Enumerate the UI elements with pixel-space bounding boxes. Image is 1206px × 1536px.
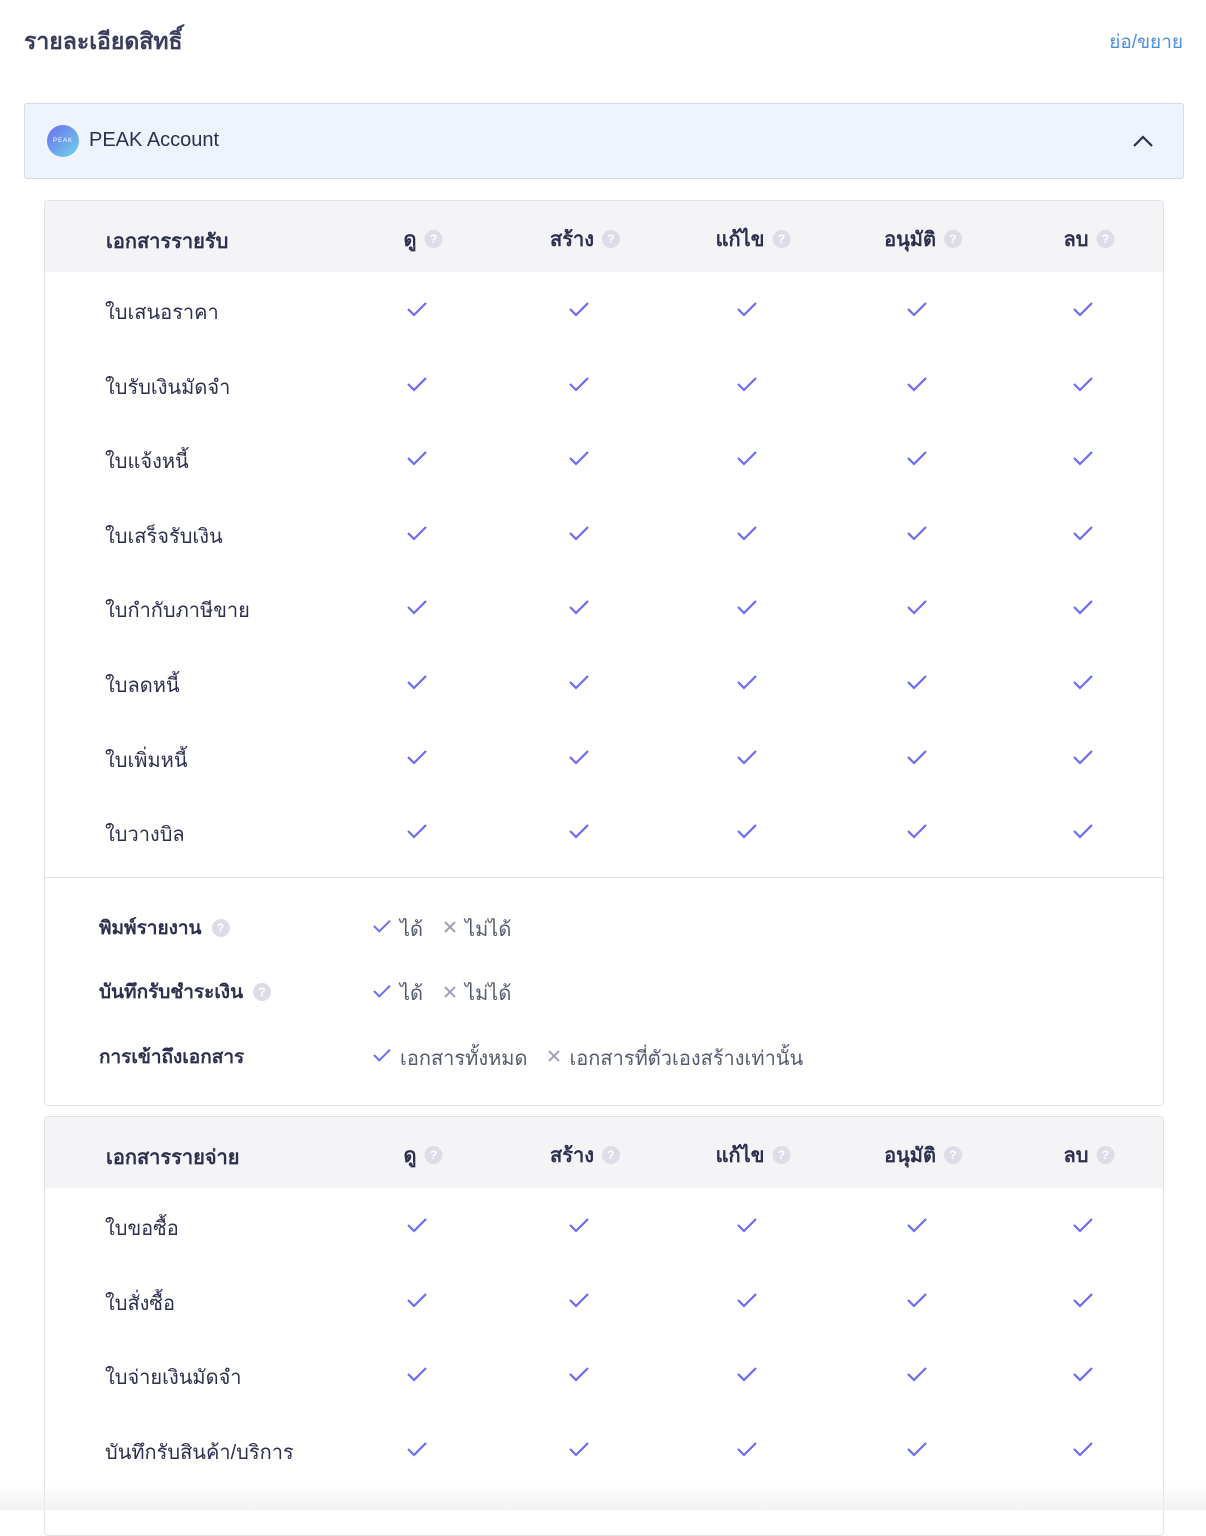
check-icon [736,598,758,616]
row-label: ใบจ่ายเงินมัดจำ [105,1367,242,1390]
expense-documents-card [44,1116,1164,1536]
row-label: บันทึกรับสินค้า/บริการ [105,1441,294,1464]
check-icon [568,1291,590,1309]
row-label: ใบสั่งซื้อ [105,1292,176,1315]
row-label: ใบกำกับภาษีขาย [105,600,250,623]
column-header-4 [1064,223,1115,255]
column-header-1 [550,223,620,255]
check-icon [1072,1291,1094,1309]
check-icon [406,1216,428,1234]
column-header-0 [404,223,443,255]
check-icon [372,1046,392,1069]
check-icon [406,300,428,318]
check-icon [406,598,428,616]
help-icon[interactable]: ? [602,230,620,248]
table-row [45,570,1163,645]
cross-icon [443,917,457,940]
choice-unselected[interactable] [443,913,511,945]
chevron-up-icon[interactable] [1131,130,1155,154]
check-icon [568,1216,590,1234]
check-icon [372,982,392,1005]
check-icon [906,748,928,766]
column-header-1 [550,1139,620,1171]
column-header-2 [716,1139,791,1171]
check-icon [736,1440,758,1458]
check-icon [736,449,758,467]
check-icon [1072,822,1094,840]
row-label: ใบเพิ่มหนี้ [105,749,188,772]
table-row [45,1412,1163,1487]
check-icon [568,598,590,616]
column-header-2 [716,223,791,255]
option-choices [372,977,511,1009]
help-icon[interactable]: ? [772,230,790,248]
option-label-text: บันทึกรับชำระเงิน [99,982,244,1004]
option-label [99,1042,244,1072]
choice-selected[interactable] [372,913,423,945]
table-row [45,645,1163,720]
choice-text: ไม่ได้ [465,983,512,1006]
row-label: ใบรับเงินมัดจำ [105,376,231,399]
column-header-0 [404,1139,443,1171]
column-header-4 [1064,1139,1115,1171]
help-icon[interactable]: ? [944,230,962,248]
choice-selected[interactable] [372,977,423,1009]
check-icon [568,1365,590,1383]
column-label: สร้าง [550,1145,594,1167]
check-icon [1072,1365,1094,1383]
check-icon [1072,1216,1094,1234]
page-title: รายละเอียดสิทธิ์ [24,28,183,54]
check-icon [406,1365,428,1383]
row-label: ใบเสร็จรับเงิน [105,525,223,548]
check-icon [906,673,928,691]
check-icon [736,300,758,318]
check-icon [568,524,590,542]
choice-text: เอกสารที่ตัวเองสร้างเท่านั้น [569,1047,804,1070]
table-row [45,347,1163,422]
income-documents-card [44,200,1164,1106]
check-icon [1072,598,1094,616]
check-icon [568,1440,590,1458]
check-icon [736,1216,758,1234]
check-icon [568,748,590,766]
help-icon[interactable]: ? [425,1146,443,1164]
collapse-expand-link[interactable]: ย่อ/ขยาย [1109,32,1183,53]
check-icon [906,375,928,393]
table-header [45,1117,1163,1188]
option-choices [372,1042,803,1074]
bottom-fade [0,1484,1206,1510]
help-icon[interactable]: ? [944,1146,962,1164]
option-label-text: พิมพ์รายงาน [99,917,202,939]
choice-text: ไม่ได้ [465,918,512,941]
help-icon[interactable]: ? [425,230,443,248]
divider [45,877,1163,891]
check-icon [406,748,428,766]
row-label: ใบวางบิล [105,824,185,847]
table-row [45,272,1163,347]
check-icon [1072,673,1094,691]
check-icon [406,1291,428,1309]
column-label: อนุมัติ [884,229,936,251]
choice-text: ได้ [400,983,424,1006]
option-label [99,913,230,943]
check-icon [406,822,428,840]
account-accordion-header[interactable] [24,103,1184,179]
column-label: ดู [403,1145,417,1167]
check-icon [736,524,758,542]
check-icon [906,1365,928,1383]
table-row [45,496,1163,571]
check-icon [568,673,590,691]
check-icon [906,524,928,542]
table-header [45,201,1163,272]
check-icon [406,1440,428,1458]
check-icon [406,375,428,393]
cross-icon [443,982,457,1005]
check-icon [906,598,928,616]
check-icon [1072,524,1094,542]
help-icon[interactable]: ? [1096,230,1114,248]
check-icon [736,748,758,766]
table-row [45,1337,1163,1412]
column-header-3 [884,223,962,255]
check-icon [906,1216,928,1234]
check-icon [736,1291,758,1309]
row-label: ใบขอซื้อ [105,1218,179,1240]
check-icon [1072,375,1094,393]
check-icon [736,1365,758,1383]
column-label: อนุมัติ [884,1145,936,1167]
column-label: แก้ไข [715,1145,765,1167]
section-title: เอกสารรายรับ [106,231,229,253]
choice-text: เอกสารทั้งหมด [400,1047,528,1070]
table-row [45,794,1163,869]
option-row [45,955,1163,1020]
check-icon [372,917,392,940]
help-icon[interactable]: ? [1096,1146,1114,1164]
check-icon [736,375,758,393]
row-label: ใบแจ้งหนี้ [105,451,189,474]
check-icon [1072,1440,1094,1458]
check-icon [736,822,758,840]
table-row [45,720,1163,795]
check-icon [906,449,928,467]
option-label [99,977,271,1007]
check-icon [406,524,428,542]
column-label: แก้ไข [715,229,765,251]
option-row [45,891,1163,956]
table-row [45,1263,1163,1338]
check-icon [906,1291,928,1309]
cross-icon [547,1046,561,1069]
help-icon[interactable]: ? [602,1146,620,1164]
check-icon [568,822,590,840]
check-icon [906,822,928,840]
column-label: ลบ [1063,1145,1089,1167]
option-row [45,1020,1163,1085]
choice-text: ได้ [400,918,424,941]
option-choices [372,913,511,945]
check-icon [1072,449,1094,467]
choice-selected[interactable] [372,1042,527,1074]
choice-unselected[interactable] [443,977,511,1009]
table-row [45,1188,1163,1263]
check-icon [568,449,590,467]
check-icon [1072,300,1094,318]
choice-unselected[interactable] [547,1042,803,1074]
account-name: PEAK Account [89,129,220,151]
check-icon [906,300,928,318]
check-icon [568,375,590,393]
column-label: ลบ [1063,229,1089,251]
check-icon [1072,748,1094,766]
column-header-3 [884,1139,962,1171]
check-icon [406,673,428,691]
peak-logo: PEAK [47,125,79,157]
table-row [45,421,1163,496]
column-label: ดู [403,229,417,251]
check-icon [568,300,590,318]
help-icon[interactable]: ? [253,983,271,1001]
help-icon[interactable]: ? [772,1146,790,1164]
check-icon [406,449,428,467]
option-label-text: การเข้าถึงเอกสาร [99,1046,245,1068]
check-icon [736,673,758,691]
section-title: เอกสารรายจ่าย [106,1147,240,1169]
row-label: ใบเสนอราคา [105,302,219,324]
column-label: สร้าง [550,229,594,251]
row-label: ใบลดหนี้ [105,674,180,697]
help-icon[interactable]: ? [212,919,230,937]
check-icon [906,1440,928,1458]
